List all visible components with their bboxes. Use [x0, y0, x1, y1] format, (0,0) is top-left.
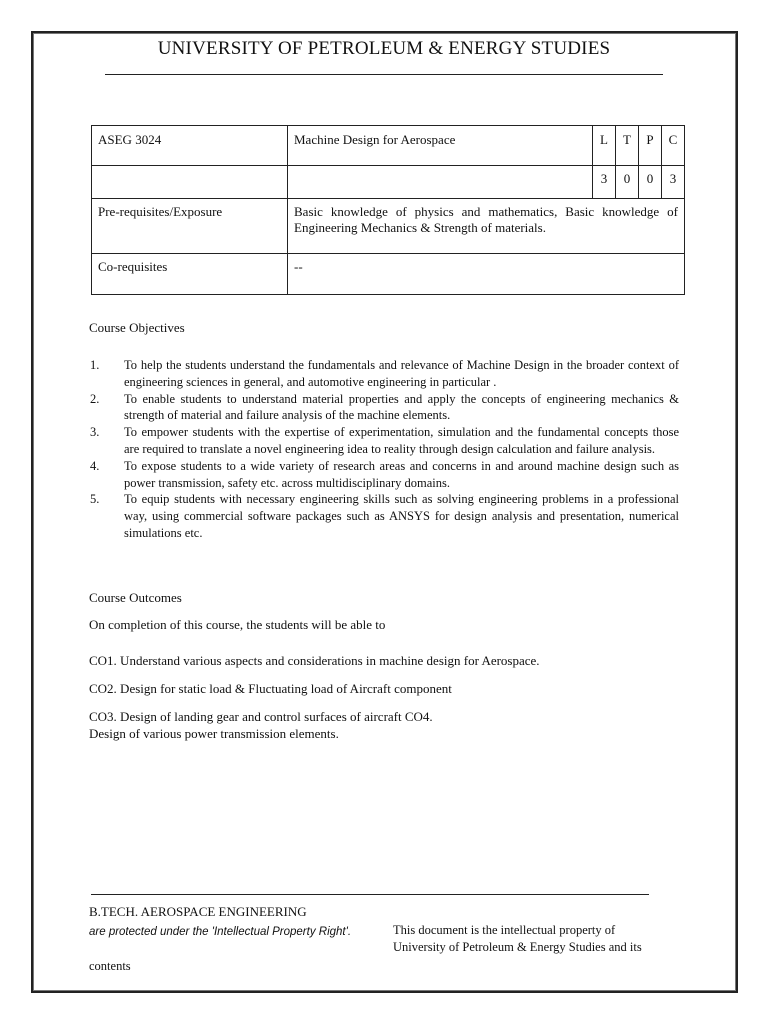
- ip-notice: [393, 922, 683, 956]
- table-row: [92, 254, 685, 295]
- list-item: [89, 424, 679, 458]
- empty-cell: [92, 166, 288, 199]
- coreq-value: --: [288, 254, 685, 295]
- list-item: [89, 357, 679, 391]
- ltpc-header-l: L: [593, 126, 616, 166]
- item-number: 5.: [90, 492, 100, 507]
- ip-notice-italic: are protected under the 'Intellectual Property Right'.: [89, 926, 352, 938]
- item-text: To help the students understand the fundamentals and relevance of Machine Design in the broader context of engineering sciences in general, and automotive engineering in particular .: [124, 358, 679, 389]
- table-row: [92, 199, 685, 254]
- course-info-table: [91, 125, 685, 295]
- table-row: [92, 126, 685, 166]
- course-code: ASEG 3024: [92, 126, 288, 166]
- title-divider: [105, 74, 663, 75]
- objectives-heading: Course Objectives: [89, 320, 185, 335]
- ltpc-value-p: 0: [639, 166, 662, 199]
- item-number: 2.: [90, 391, 100, 406]
- outcomes-intro: On completion of this course, the students will be able to: [89, 617, 386, 632]
- item-text: To empower students with the expertise of experimentation, simulation and the fundamental concepts those are required to translate a novel engineering idea to reality through design calculation and failure analysis.: [124, 425, 679, 456]
- item-number: 3.: [90, 425, 100, 440]
- outcome-co3: [89, 708, 689, 742]
- list-item: [89, 391, 679, 425]
- list-item: [89, 458, 679, 492]
- prereq-label: Pre-requisites/Exposure: [92, 199, 288, 254]
- ip-notice-line1: This document is the intellectual property of: [393, 923, 616, 937]
- item-text: To equip students with necessary engineering skills such as solving engineering problems in a professional way, using commercial software packages such as ANSYS for design analysis and presentation, numerical simulations etc.: [124, 492, 679, 540]
- objectives-list: [89, 357, 679, 542]
- ip-notice-contents: contents: [89, 959, 131, 973]
- ltpc-header-c: C: [662, 126, 685, 166]
- outcome-co3-line1: CO3. Design of landing gear and control surfaces of aircraft CO4.: [89, 709, 433, 724]
- empty-cell: [288, 166, 593, 199]
- ltpc-value-c: 3: [662, 166, 685, 199]
- outcome-co1: CO1. Understand various aspects and considerations in machine design for Aerospace.: [89, 653, 540, 668]
- outcome-co2: CO2. Design for static load & Fluctuating load of Aircraft component: [89, 681, 452, 696]
- item-number: 4.: [90, 458, 100, 473]
- ip-notice-line2: University of Petroleum & Energy Studies and its: [393, 940, 642, 954]
- footer-divider: [91, 894, 649, 895]
- ltpc-value-l: 3: [593, 166, 616, 199]
- ltpc-value-t: 0: [616, 166, 639, 199]
- coreq-label: Co-requisites: [92, 254, 288, 295]
- ltpc-header-t: T: [616, 126, 639, 166]
- ltpc-header-p: P: [639, 126, 662, 166]
- program-name: B.TECH. AEROSPACE ENGINEERING: [89, 904, 307, 919]
- outcomes-heading: Course Outcomes: [89, 590, 182, 605]
- outcome-co4-line: Design of various power transmission elements.: [89, 726, 339, 741]
- item-text: To enable students to understand material properties and apply the concepts of engineering mechanics & strength of material and failure analysis of the machine elements.: [124, 391, 679, 423]
- prereq-value: Basic knowledge of physics and mathematics, Basic knowledge of Engineering Mechanics & Strength of materials.: [288, 199, 685, 254]
- page-title: UNIVERSITY OF PETROLEUM & ENERGY STUDIES: [157, 38, 611, 59]
- list-item: [89, 491, 679, 541]
- course-name: Machine Design for Aerospace: [288, 126, 593, 166]
- table-row: [92, 166, 685, 199]
- item-number: 1.: [90, 358, 100, 372]
- item-text: To expose students to a wide variety of research areas and concerns in and around machine design such as power transmission, safety etc. across multidisciplinary domains.: [124, 458, 679, 490]
